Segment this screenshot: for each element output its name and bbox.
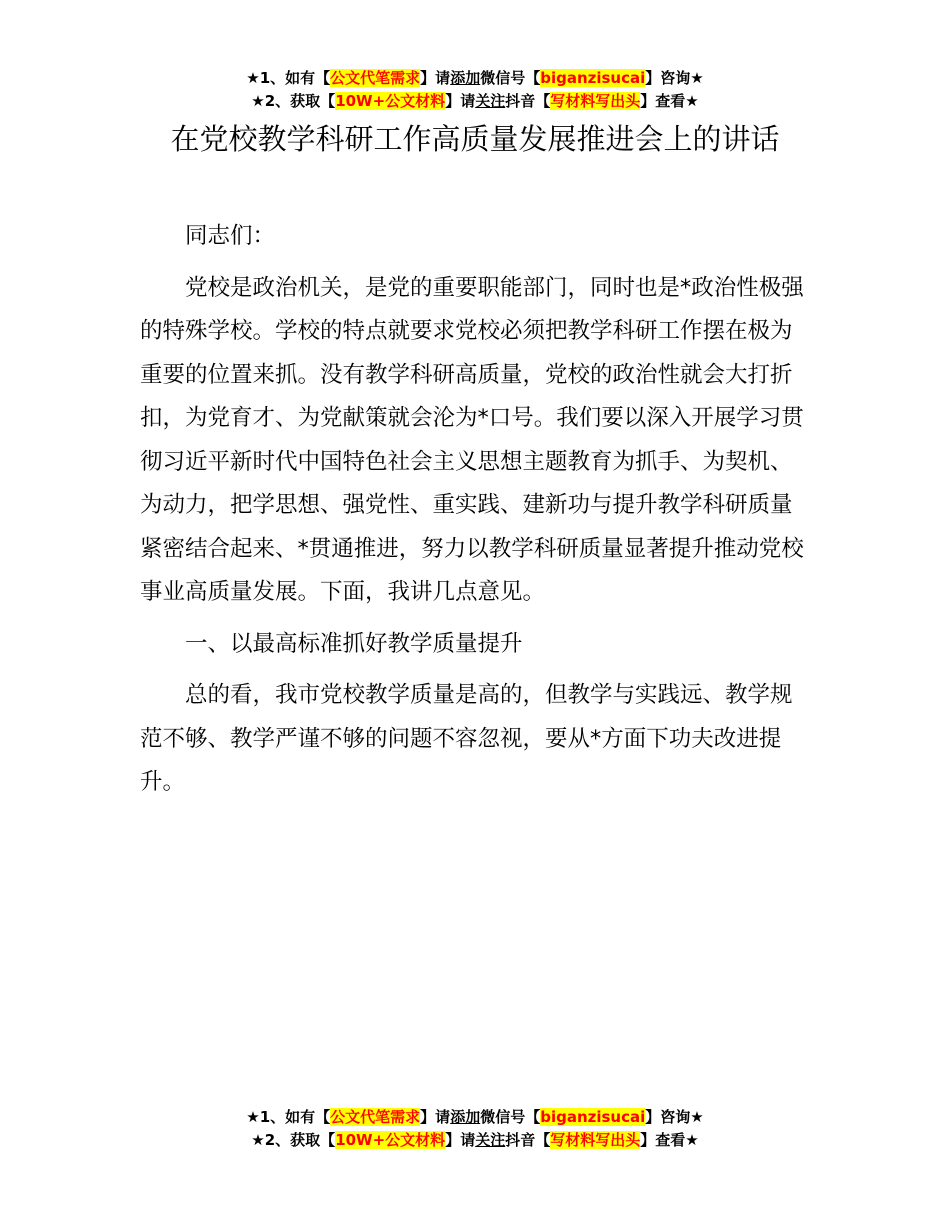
highlight-wechat-id: biganzisucai [540,69,646,87]
paragraph-intro: 党校是政治机关，是党的重要职能部门，同时也是*政治性极强的特殊学校。学校的特点就要求党校必须把教学科研工作摆在极为重要的位置来抓。没有教学科研高质量，党校的政治性就会大打折扣，为党育才、为党献策就会沦为*口号。我们要以深入开展学习贯彻习近平新时代中国特色社会主义思想主题教育为抓手、为契机、为动力，把学思想、强党性、重实践、建新功与提升教学科研质量紧密结合起来、*贯通推进，努力以教学科研质量显著提升推动党校事业高质量发展。下面，我讲几点意见。 [140,274,804,605]
salutation: 同志们： [185,223,276,249]
header-notice [0,67,950,113]
highlight-service: 公文代笔需求 [330,69,421,87]
notice-line-1: ★1、如有【公文代笔需求】请添加微信号【biganzisucai】咨询★ [246,69,704,87]
paragraph-section-1: 总的看，我市党校教学质量是高的，但教学与实践远、教学规范不够、教学严谨不够的问题不容忽视，要从*方面下功夫改进提升。 [140,682,793,795]
highlight-materials: 10W+公文材料 [335,1131,446,1149]
highlight-douyin-account: 写材料写出头 [550,92,641,110]
notice-line-1: ★1、如有【公文代笔需求】请添加微信号【biganzisucai】咨询★ [246,1108,704,1126]
highlight-materials: 10W+公文材料 [335,92,446,110]
notice-line-2: ★2、获取【10W+公文材料】请关注抖音【写材料写出头】查看★ [251,92,699,110]
highlight-service: 公文代笔需求 [330,1108,421,1126]
document-title: 在党校教学科研工作高质量发展推进会上的讲话 [170,122,780,156]
notice-line-2: ★2、获取【10W+公文材料】请关注抖音【写材料写出头】查看★ [251,1131,699,1149]
section-heading-1: 一、以最高标准抓好教学质量提升 [185,630,523,657]
highlight-douyin-account: 写材料写出头 [550,1131,641,1149]
footer-notice [0,1106,950,1152]
highlight-wechat-id: biganzisucai [540,1108,646,1126]
document-body [140,215,812,813]
